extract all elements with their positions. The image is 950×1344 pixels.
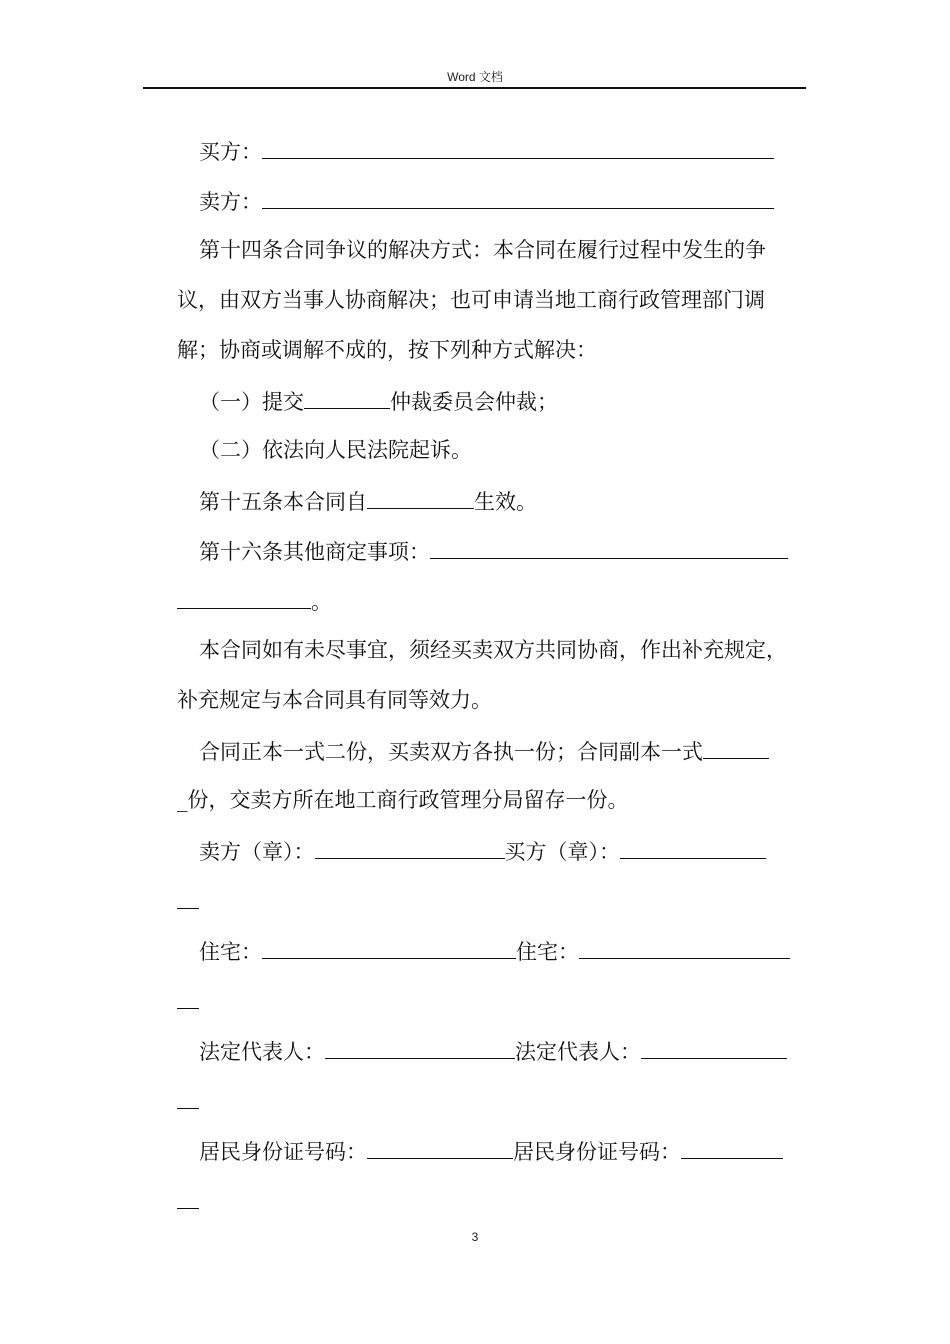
seller-id-blank[interactable] (367, 1136, 513, 1159)
copies-line2 (177, 786, 629, 814)
article15-suffix: 生效。 (474, 490, 537, 514)
buyer-seal-blank-2[interactable] (177, 886, 199, 909)
option1-line (199, 386, 558, 416)
effective-blank[interactable] (367, 486, 474, 509)
seller-label: 卖方： (199, 190, 262, 214)
buyer-id-label: 居民身份证号码： (513, 1140, 681, 1164)
buyer-legal-rep-blank[interactable] (641, 1036, 787, 1059)
article14-line1: 第十四条合同争议的解决方式：本合同在履行过程中发生的争 (199, 238, 766, 262)
seller-seal-blank[interactable] (315, 836, 505, 859)
buyer-residence-label: 住宅： (516, 940, 579, 964)
option2-line: （二）依法向人民法院起诉。 (199, 438, 472, 462)
seller-blank[interactable] (262, 186, 774, 209)
article15-prefix: 第十五条本合同自 (199, 490, 367, 514)
copies-text: 合同正本一式二份，买卖双方各执一份；合同副本一式 (199, 740, 703, 764)
buyer-seal-label: 买方（章）： (504, 840, 620, 864)
copies-blank[interactable] (703, 736, 769, 759)
article14-line3: 解；协商或调解不成的，按下列种方式解决： (177, 338, 597, 362)
article15-line (199, 486, 537, 516)
buyer-id-blank-2[interactable] (177, 1186, 199, 1209)
header-rule (143, 87, 806, 89)
seller-seal-label: 卖方（章）： (199, 840, 315, 864)
copies-text-2: 份，交卖方所在地工商行政管理分局留存一份。 (187, 788, 629, 812)
signature-continue (177, 886, 199, 916)
copies-line1 (199, 736, 769, 766)
page-number: 3 (471, 1230, 479, 1244)
legal-rep-continue (177, 1086, 199, 1116)
seller-id-label: 居民身份证号码： (199, 1140, 367, 1164)
seller-residence-blank[interactable] (262, 936, 516, 959)
buyer-legal-rep-blank-2[interactable] (177, 1086, 199, 1109)
buyer-label: 买方： (199, 140, 262, 164)
buyer-residence-blank-2[interactable] (177, 986, 199, 1009)
residence-line (199, 936, 790, 966)
article16-line (199, 536, 788, 566)
seller-legal-rep-blank[interactable] (325, 1036, 515, 1059)
buyer-blank[interactable] (262, 136, 774, 159)
option1-prefix: （一）提交 (199, 390, 304, 414)
option1-suffix: 仲裁委员会仲裁； (390, 390, 558, 414)
id-number-line (199, 1136, 783, 1166)
seller-line (199, 186, 774, 216)
arbitration-blank[interactable] (304, 386, 390, 409)
article16-label: 第十六条其他商定事项： (199, 540, 430, 564)
supplement-line1: 本合同如有未尽事宜，须经买卖双方共同协商，作出补充规定， (199, 638, 787, 662)
supplement-line2: 补充规定与本合同具有同等效力。 (177, 688, 492, 712)
seller-legal-rep-label: 法定代表人： (199, 1040, 325, 1064)
other-matters-blank[interactable] (430, 536, 788, 559)
buyer-line (199, 136, 774, 166)
buyer-id-blank[interactable] (681, 1136, 783, 1159)
signature-line (199, 836, 766, 866)
article16-continue (177, 586, 332, 616)
seller-residence-label: 住宅： (199, 940, 262, 964)
legal-rep-line (199, 1036, 787, 1066)
page-header: Word 文档 (447, 70, 503, 84)
buyer-residence-blank[interactable] (579, 936, 790, 959)
residence-continue (177, 986, 199, 1016)
id-number-continue (177, 1186, 199, 1216)
buyer-legal-rep-label: 法定代表人： (515, 1040, 641, 1064)
copies-underscore: _ (177, 788, 188, 812)
other-matters-blank-2[interactable] (177, 586, 311, 609)
buyer-seal-blank[interactable] (620, 836, 766, 859)
article16-end: 。 (311, 590, 332, 614)
article14-line2: 议，由双方当事人协商解决；也可申请当地工商行政管理部门调 (177, 288, 765, 312)
